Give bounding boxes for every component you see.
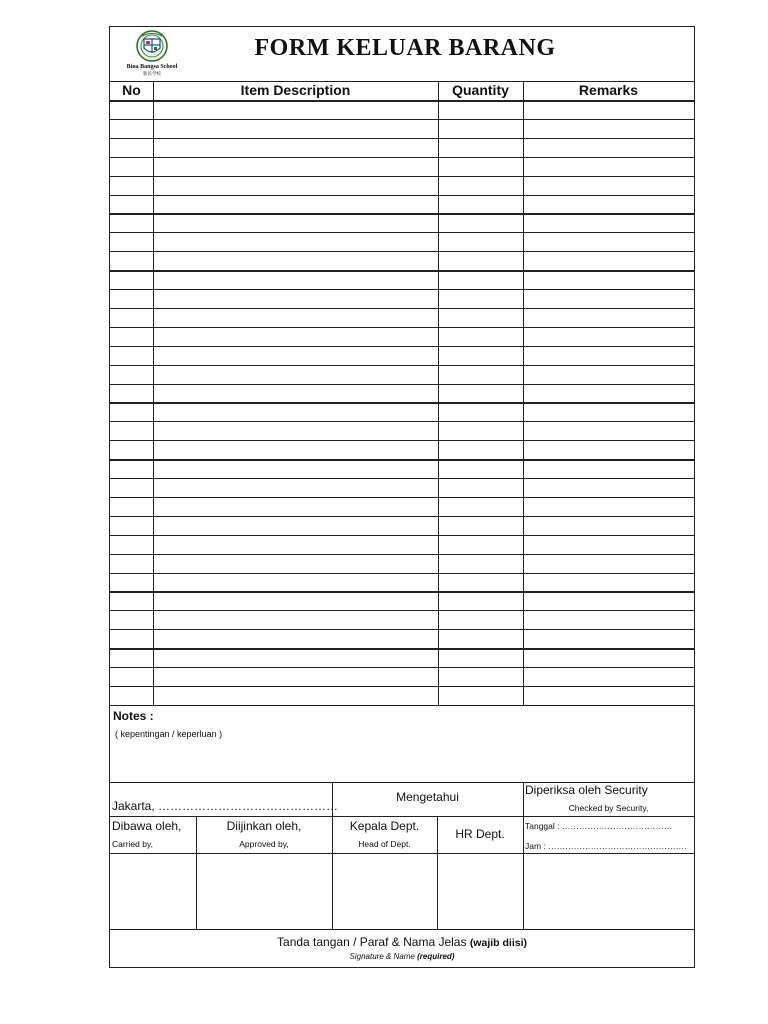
approved-by-label: Diijinkan oleh, xyxy=(226,819,302,833)
table-row[interactable] xyxy=(110,459,694,478)
table-row[interactable] xyxy=(110,554,694,573)
hr-dept-label: HR Dept. xyxy=(455,827,505,841)
carried-by-signature-box[interactable] xyxy=(110,854,196,929)
table-row[interactable] xyxy=(110,629,694,648)
approved-by-en: Approved by, xyxy=(239,839,289,849)
date-field[interactable]: Tanggal : ………………………………… xyxy=(525,821,673,831)
form-title: FORM KELUAR BARANG xyxy=(254,35,556,61)
table-row[interactable] xyxy=(110,195,694,214)
approved-by-signature-box[interactable] xyxy=(197,854,332,929)
table-row[interactable] xyxy=(110,270,694,289)
form-header xyxy=(110,27,694,82)
table-row[interactable] xyxy=(110,213,694,232)
table-row[interactable] xyxy=(110,365,694,384)
table-row[interactable] xyxy=(110,157,694,176)
table-row[interactable] xyxy=(110,346,694,365)
footer-en-required: (required) xyxy=(417,952,455,961)
table-row[interactable] xyxy=(110,497,694,516)
form-sheet xyxy=(109,26,695,968)
table-row[interactable] xyxy=(110,402,694,421)
row-divider xyxy=(110,705,694,706)
table-row[interactable] xyxy=(110,384,694,403)
head-dept-label: Kepala Dept. xyxy=(349,819,420,833)
table-row[interactable] xyxy=(110,610,694,629)
table-row[interactable] xyxy=(110,289,694,308)
table-row[interactable] xyxy=(110,308,694,327)
table-row[interactable] xyxy=(110,176,694,195)
table-row[interactable] xyxy=(110,251,694,270)
security-signature-box[interactable] xyxy=(524,854,694,929)
head-dept-en: Head of Dept. xyxy=(358,839,411,849)
column-header-item-description: Item Description xyxy=(240,82,351,98)
footer-required: (wajib diisi) xyxy=(469,937,527,949)
carried-by-en: Carried by, xyxy=(112,839,153,849)
footer-en-line xyxy=(110,952,694,961)
logo-school-name: Bina Bangsa School xyxy=(126,64,178,70)
signature-section xyxy=(110,782,694,969)
notes-label: Notes : xyxy=(113,709,154,723)
column-header-remarks: Remarks xyxy=(578,82,639,98)
table-row[interactable] xyxy=(110,648,694,667)
table-row[interactable] xyxy=(110,100,694,119)
place-date-field[interactable]: Jakarta, ……………………………………… xyxy=(112,799,339,813)
table-row[interactable] xyxy=(110,119,694,138)
notes-hint: ( kepentingan / keperluan ) xyxy=(115,729,223,739)
footer-en-text: Signature & Name xyxy=(349,952,415,961)
footer-line xyxy=(110,935,694,949)
divider xyxy=(110,929,694,930)
table-row[interactable] xyxy=(110,478,694,497)
acknowledged-label: Mengetahui xyxy=(396,790,459,804)
table-row[interactable] xyxy=(110,327,694,346)
table-row[interactable] xyxy=(110,421,694,440)
carried-by-label: Dibawa oleh, xyxy=(112,819,182,833)
table-row[interactable] xyxy=(110,232,694,251)
table-row[interactable] xyxy=(110,686,694,705)
head-dept-signature-box[interactable] xyxy=(333,854,437,929)
hr-dept-signature-box[interactable] xyxy=(438,854,523,929)
table-row[interactable] xyxy=(110,440,694,459)
column-header-quantity: Quantity xyxy=(452,82,509,98)
table-row[interactable] xyxy=(110,535,694,554)
table-row[interactable] xyxy=(110,573,694,592)
time-field[interactable]: Jam : …………………………………………. xyxy=(525,841,687,851)
column-header-no: No xyxy=(122,82,141,98)
security-title: Diperiksa oleh Security xyxy=(525,783,648,797)
table-row[interactable] xyxy=(110,667,694,686)
table-row[interactable] xyxy=(110,516,694,535)
crest-icon xyxy=(120,30,184,64)
table-row[interactable] xyxy=(110,138,694,157)
security-subtitle: Checked by Security, xyxy=(568,803,649,813)
logo-subtext: 新民学校 xyxy=(143,71,161,76)
footer-text: Tanda tangan / Paraf & Nama Jelas xyxy=(277,935,467,949)
school-logo xyxy=(120,30,184,76)
notes-section[interactable] xyxy=(110,707,694,782)
divider xyxy=(110,816,694,817)
table-row[interactable] xyxy=(110,591,694,610)
